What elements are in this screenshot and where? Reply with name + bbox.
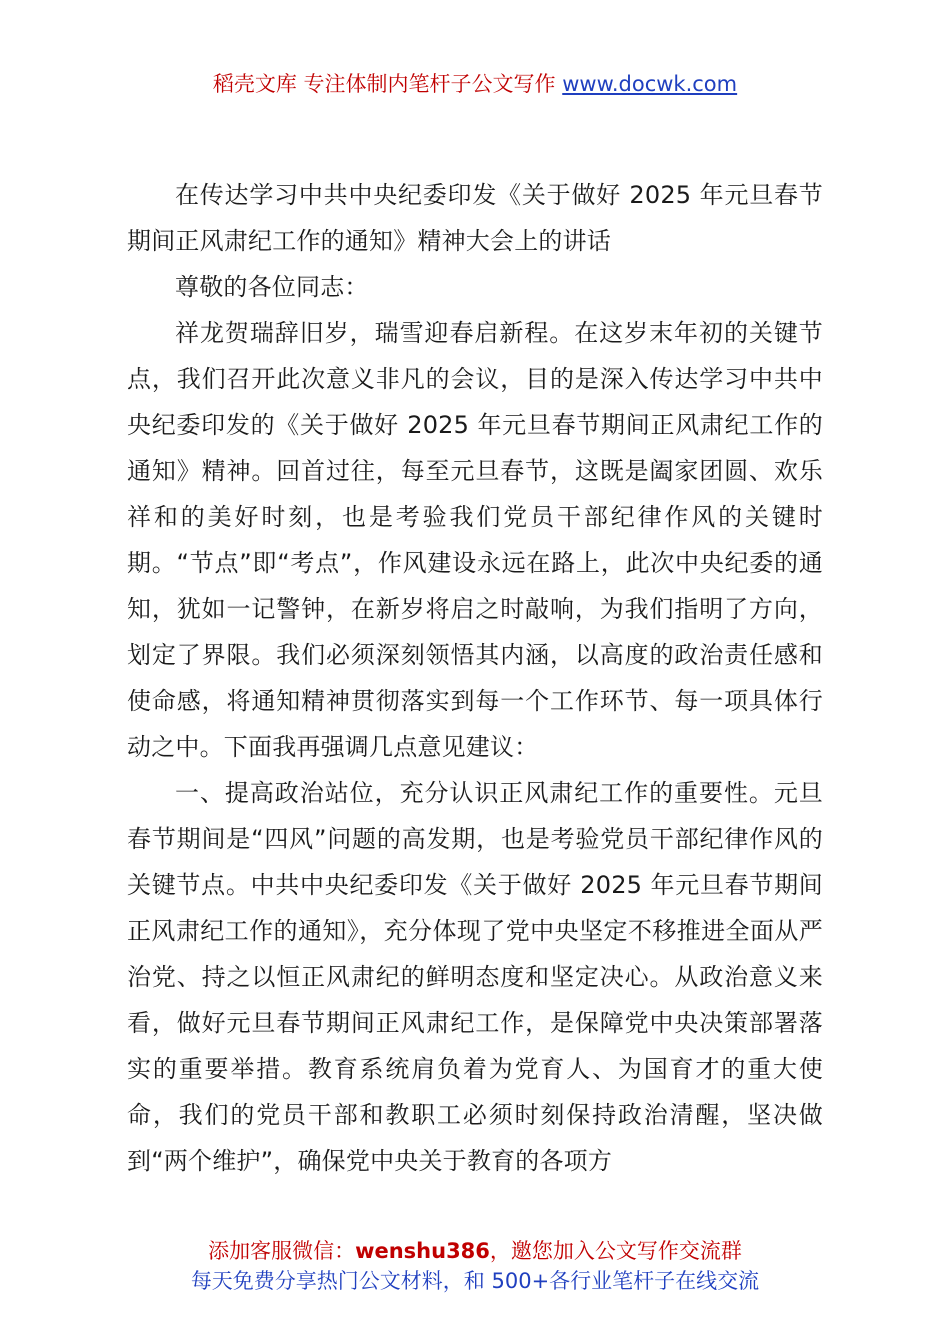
salutation: 尊敬的各位同志： [175, 273, 369, 301]
paragraph-opening: 祥龙贺瑞辞旧岁，瑞雪迎春启新程。在这岁末年初的关键节点，我们召开此次意义非凡的会议，目的是深入传达学习中共中央纪委印发的《关于做好 2025 年元旦春节期间正风肃纪工作的通知》精神。回首过往，每至元旦春节，这既是阖家团圆、欢乐祥和的美好时刻，也是考验我们党员干部纪律作风的关键时期。“节点”即“考点”，作风建设永远在路上，此次中央纪委的通知，犹如一记警钟，在新岁将启之时敲响，为我们指明了方向，划定了界限。我们必须深刻领悟其内涵，以高度的政治责任感和使命感，将通知精神贯彻落实到每一个工作环节、每一项具体行动之中。下面我再强调几点意见建议： [127, 319, 823, 761]
document-title: 在传达学习中共中央纪委印发《关于做好 2025 年元旦春节期间正风肃纪工作的通知》精神大会上的讲话 [127, 181, 823, 255]
footer-wechat-suffix: ，邀您加入公文写作交流群 [489, 1239, 742, 1263]
document-body [127, 172, 823, 1184]
footer-wechat-line [0, 1236, 950, 1266]
page-footer [0, 1236, 950, 1296]
header-website-link[interactable]: www.docwk.com [562, 72, 738, 96]
header-brand: 稻壳文库 专注体制内笔杆子公文写作 [212, 72, 556, 96]
paragraph-section-one: 一、提高政治站位，充分认识正风肃纪工作的重要性。元旦春节期间是“四风”问题的高发期，也是考验党员干部纪律作风的关键节点。中共中央纪委印发《关于做好 2025 年元旦春节期间正风肃纪工作的通知》，充分体现了党中央坚定不移推进全面从严治党、持之以恒正风肃纪的鲜明态度和坚定决心。从政治意义来看，做好元旦春节期间正风肃纪工作，是保障党中央决策部署落实的重要举措。教育系统肩负着为党育人、为国育才的重大使命，我们的党员干部和教职工必须时刻保持政治清醒，坚决做到“两个维护”，确保党中央关于教育的各项方 [127, 779, 823, 1175]
page-header [0, 68, 950, 100]
footer-share-line: 每天免费分享热门公文材料，和 500+各行业笔杆子在线交流 [190, 1269, 760, 1293]
footer-wechat-prefix: 添加客服微信： [208, 1239, 356, 1263]
wechat-id: wenshu386 [355, 1239, 490, 1263]
